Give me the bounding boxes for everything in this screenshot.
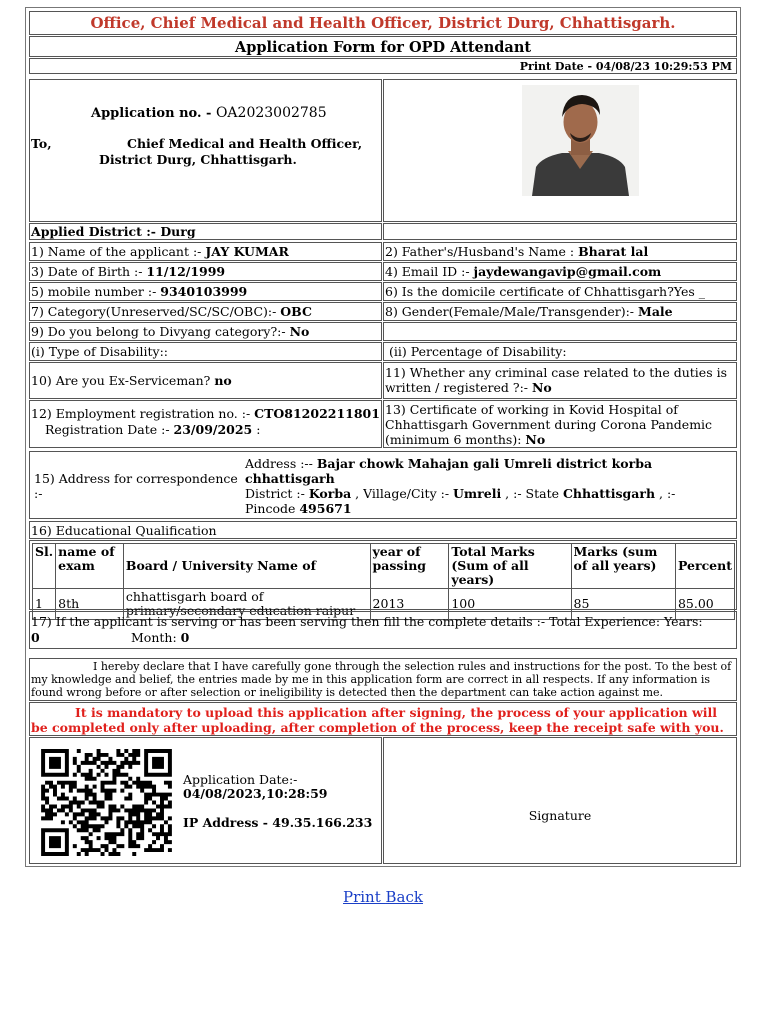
date-of-birth: 3) Date of Birth :- 11/12/1999 (31, 264, 226, 279)
footer-links (343, 887, 423, 906)
father-name: 2) Father's/Husband's Name : Bharat lal (385, 244, 649, 259)
applicant-name-cell (29, 242, 382, 261)
col-percent: Percent (675, 544, 734, 589)
ex-serviceman: 10) Are you Ex-Serviceman? no (31, 373, 232, 388)
back-link[interactable]: Back (385, 888, 423, 906)
form-title: Application Form for OPD Attendant (234, 39, 532, 56)
experience-months: Month: 0 (131, 630, 190, 645)
to-label: To, (31, 136, 52, 151)
print-date-row (29, 58, 737, 74)
employment-registration: 12) Employment registration no. :- CTO81202211801 (31, 406, 380, 421)
mandatory-note: It is mandatory to upload this application after signing, the process of your application will be completed only after uploading, after completion of the process, keep the receipt safe with you. (31, 705, 724, 735)
address-block (29, 79, 382, 222)
application-form (25, 7, 741, 867)
education-header-row (33, 544, 735, 589)
email-cell (383, 262, 737, 281)
application-date: 04/08/2023,10:28:59 (183, 786, 328, 801)
office-title: Office, Chief Medical and Health Officer, District Durg, Chhattisgarh. (90, 14, 676, 32)
application-date-label: Application Date:- (183, 772, 298, 787)
domicile-cell (383, 282, 737, 301)
experience-cell (29, 611, 737, 649)
criminal-case-cell (383, 362, 737, 399)
disability-percent: (ii) Percentage of Disability: (389, 344, 567, 359)
col-exam: name of exam (56, 544, 124, 589)
experience-years: 0 (31, 630, 40, 645)
addressee-line1: Chief Medical and Health Officer, (127, 136, 363, 151)
applied-district-cell (29, 223, 382, 240)
col-year: year of passing (370, 544, 449, 589)
empty-cell (383, 223, 737, 240)
father-name-cell (383, 242, 737, 261)
kovid-certificate-cell (383, 400, 737, 448)
correspondence-label: 15) Address for correspondence :- (34, 471, 238, 501)
mobile-number: 5) mobile number :- 9340103999 (31, 284, 248, 299)
applicant-name: 1) Name of the applicant :- JAY KUMAR (31, 244, 289, 259)
divyang-cell (29, 322, 382, 341)
col-marks: Marks (sum of all years) (571, 544, 675, 589)
gender-cell (383, 302, 737, 321)
correspondence-address-cell (29, 451, 737, 519)
mandatory-note-cell (29, 702, 737, 736)
registration-date: Registration Date :- 23/09/2025 : (45, 422, 261, 437)
experience-label: 17) If the applicant is serving or has been serving then fill the complete details :- Total Experience: Years: (31, 614, 703, 629)
qr-info-cell (29, 737, 382, 864)
divyang: 9) Do you belong to Divyang category?:- No (31, 324, 310, 339)
mobile-cell (29, 282, 382, 301)
education-block (29, 540, 737, 618)
category-cell (29, 302, 382, 321)
education-label-row (29, 521, 737, 539)
empty-cell (383, 322, 737, 341)
table-row: 1 8th chhattisgarh board of primary/secondary education raipur 2013 100 85 85.00 (33, 589, 735, 620)
applied-district: Applied District :- Durg (31, 224, 196, 239)
disability-type: (i) Type of Disability:: (31, 344, 169, 359)
signature-cell (383, 737, 737, 864)
col-board: Board / University Name of (123, 544, 370, 589)
education-label: 16) Educational Qualification (31, 523, 217, 538)
photo-cell (383, 79, 737, 222)
dob-cell (29, 262, 382, 281)
education-table (32, 543, 735, 620)
office-header-row (29, 11, 737, 35)
kovid-certificate: 13) Certificate of working in Kovid Hospital of Chhattisgarh Government during Corona Pandemic (minimum 6 months): No (385, 402, 713, 447)
col-total-marks: Total Marks (Sum of all years) (449, 544, 571, 589)
disability-type-cell (29, 342, 382, 361)
email: 4) Email ID :- jaydewangavip@gmail.com (385, 264, 662, 279)
print-link[interactable]: Print (343, 888, 386, 906)
addressee-line2: District Durg, Chhattisgarh. (99, 152, 297, 167)
col-sl: Sl. (33, 544, 56, 589)
category: 7) Category(Unreserved/SC/SC/OBC):- OBC (31, 304, 312, 319)
correspondence-address: Address :-- Bajar chowk Mahajan gali Umreli district korba chhattisgarh District :- Korba , Village/City :- Umreli , :- State Chhattisgarh , :- Pincode 495671 (245, 456, 676, 516)
ip-address: IP Address - 49.35.166.233 (183, 815, 373, 830)
application-number: Application no. - OA2023002785 (91, 105, 327, 121)
disability-percent-cell (383, 342, 737, 361)
declaration-cell (29, 658, 737, 701)
qr-code-icon (41, 749, 172, 856)
gender: 8) Gender(Female/Male/Transgender):- Male (385, 304, 673, 319)
signature-label: Signature (528, 808, 592, 823)
applicant-photo (522, 85, 639, 196)
ex-serviceman-cell (29, 362, 382, 399)
domicile: 6) Is the domicile certificate of Chhattisgarh?Yes _ (385, 284, 705, 299)
form-title-row (29, 36, 737, 57)
declaration-text: I hereby declare that I have carefully gone through the selection rules and instructions for the post. To the best of my knowledge and belief, the entries made by me in this application form are correct in all respects. If any information is found wrong before or after selection or ineligibility is detected then the department can take action against me. (31, 660, 732, 699)
employment-registration-cell (29, 400, 382, 448)
criminal-case: 11) Whether any criminal case related to the duties is written / registered ?:- No (385, 365, 728, 395)
print-date: Print Date - 04/08/23 10:29:53 PM (519, 60, 732, 73)
